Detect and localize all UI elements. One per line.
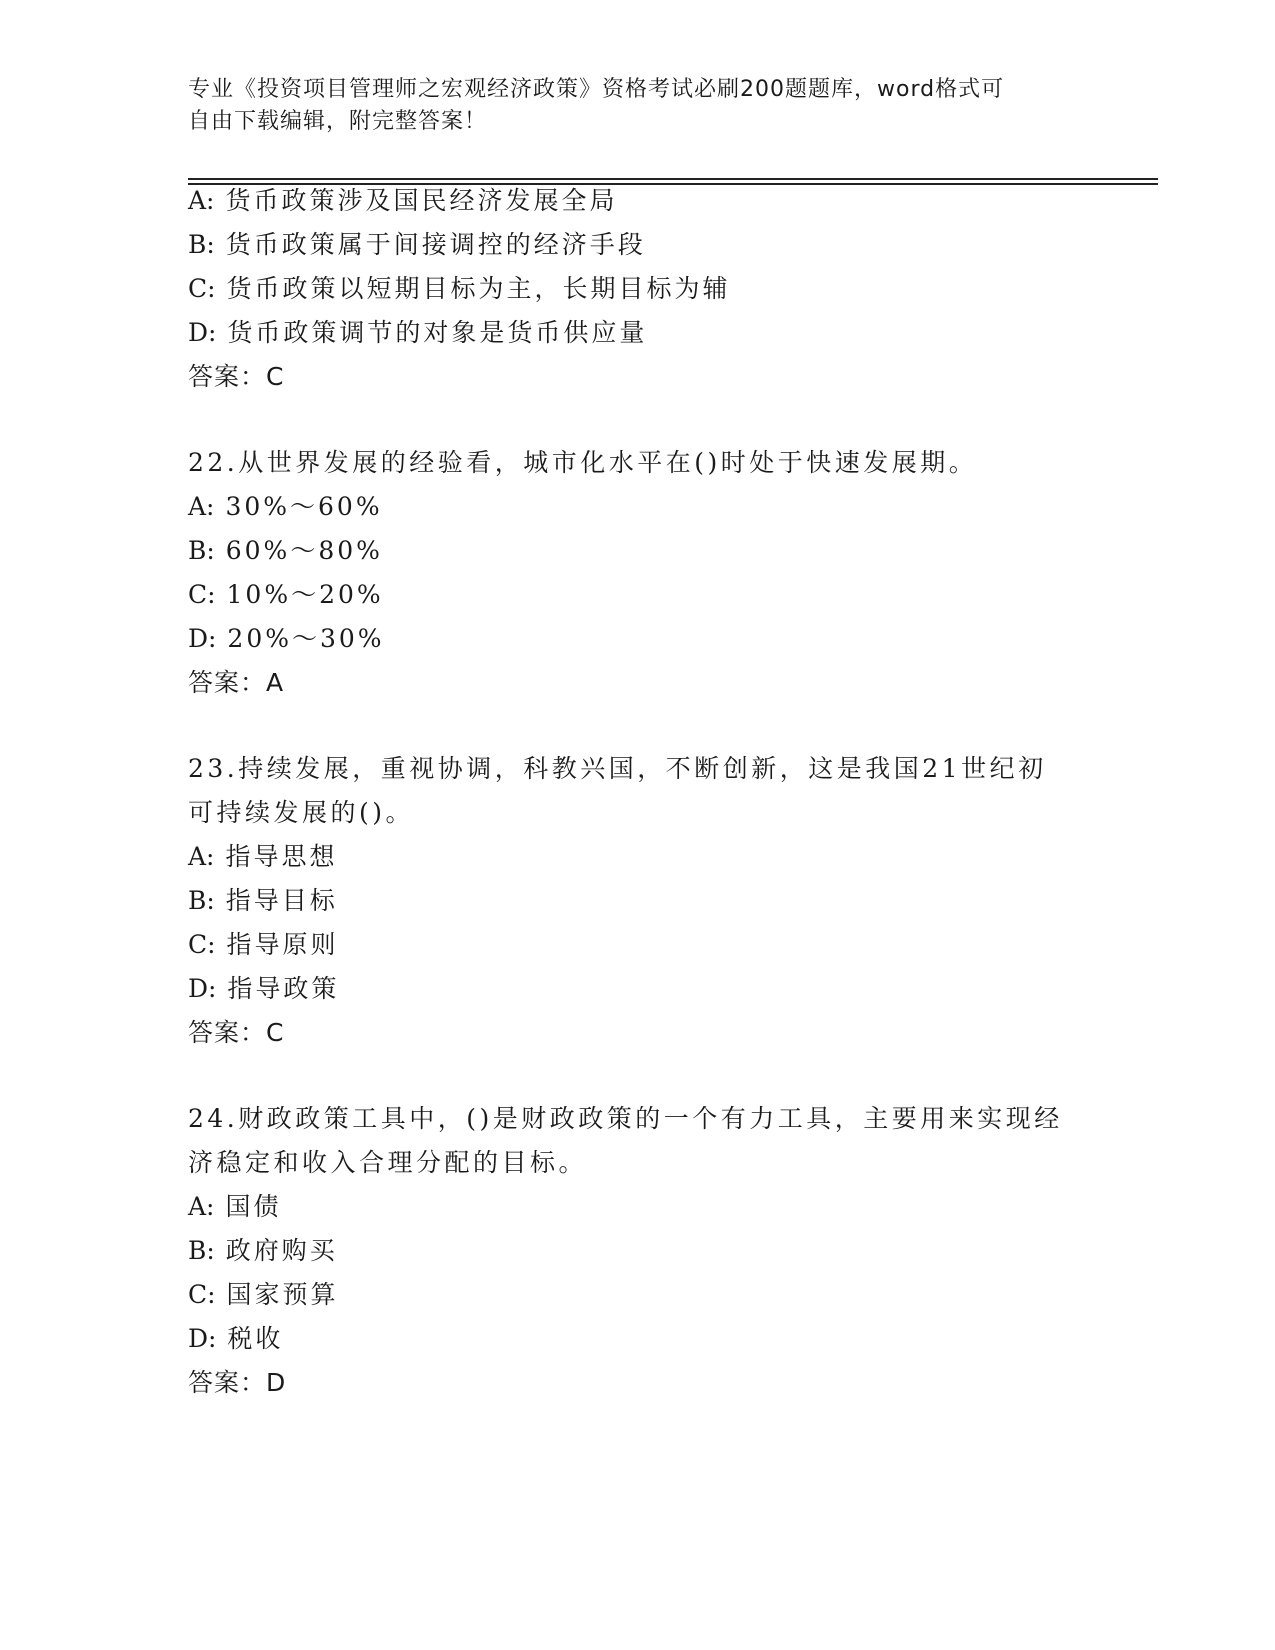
q24-option-d: [188, 1324, 283, 1354]
option-key: C:: [188, 274, 216, 303]
option-key: B:: [188, 886, 215, 915]
q21-option-c: [188, 274, 731, 304]
q22-option-d: [188, 624, 385, 654]
q21-answer: 答案：C: [188, 362, 285, 391]
option-text: 货币政策涉及国民经济发展全局: [225, 186, 618, 215]
q24-option-b: [188, 1236, 338, 1266]
q24-option-c: [188, 1280, 339, 1310]
q22-option-a: [188, 492, 383, 522]
q22-question: 22.从世界发展的经验看，城市化水平在()时处于快速发展期。: [188, 448, 978, 477]
q22-answer: 答案：A: [188, 668, 285, 697]
option-key: B:: [188, 536, 215, 565]
header-line-2: 自由下载编辑，附完整答案！: [188, 109, 488, 134]
option-key: D:: [188, 318, 217, 347]
option-key: D:: [188, 624, 217, 653]
option-key: D:: [188, 1324, 217, 1353]
option-key: B:: [188, 230, 215, 259]
option-key: D:: [188, 974, 217, 1003]
q22-option-c: [188, 580, 384, 610]
option-text: 指导原则: [226, 930, 339, 959]
option-key: A:: [188, 842, 215, 871]
q21-option-a: [188, 186, 617, 216]
header-divider-top: [188, 178, 1158, 180]
header-line-1: 专业《投资项目管理师之宏观经济政策》资格考试必刷200题题库，word格式可: [188, 77, 1005, 102]
option-text: 货币政策调节的对象是货币供应量: [227, 318, 648, 347]
q23-question-line-2: 可持续发展的()。: [188, 798, 415, 827]
q23-answer: 答案：C: [188, 1018, 285, 1047]
option-text: 指导思想: [225, 842, 338, 871]
option-key: C:: [188, 930, 216, 959]
option-text: 国债: [225, 1192, 282, 1221]
q24-answer: 答案：D: [188, 1368, 287, 1397]
q23-option-c: [188, 930, 339, 960]
option-text: 20%～30%: [227, 624, 385, 653]
option-text: 货币政策以短期目标为主，长期目标为辅: [226, 274, 731, 303]
option-key: C:: [188, 580, 216, 609]
q24-question-line-2: 济稳定和收入合理分配的目标。: [188, 1148, 588, 1177]
option-text: 政府购买: [225, 1236, 338, 1265]
document-header: [188, 74, 1088, 138]
option-key: A:: [188, 1192, 215, 1221]
option-key: B:: [188, 1236, 215, 1265]
option-text: 货币政策属于间接调控的经济手段: [225, 230, 646, 259]
option-key: A:: [188, 492, 215, 521]
option-key: C:: [188, 1280, 216, 1309]
header-divider-bottom: [188, 183, 1158, 185]
option-text: 指导政策: [227, 974, 340, 1003]
q23-option-b: [188, 886, 338, 916]
q23-option-d: [188, 974, 339, 1004]
option-text: 指导目标: [225, 886, 338, 915]
q24-question-line-1: 24.财政政策工具中，()是财政政策的一个有力工具，主要用来实现经: [188, 1104, 1063, 1133]
q23-option-a: [188, 842, 337, 872]
option-key: A:: [188, 186, 215, 215]
q21-option-b: [188, 230, 646, 260]
option-text: 60%～80%: [225, 536, 383, 565]
q21-option-d: [188, 318, 647, 348]
option-text: 税收: [227, 1324, 284, 1353]
option-text: 30%～60%: [225, 492, 383, 521]
option-text: 10%～20%: [226, 580, 384, 609]
q24-option-a: [188, 1192, 281, 1222]
q23-question-line-1: 23.持续发展，重视协调，科教兴国，不断创新，这是我国21世纪初: [188, 754, 1047, 783]
option-text: 国家预算: [226, 1280, 339, 1309]
q22-option-b: [188, 536, 383, 566]
